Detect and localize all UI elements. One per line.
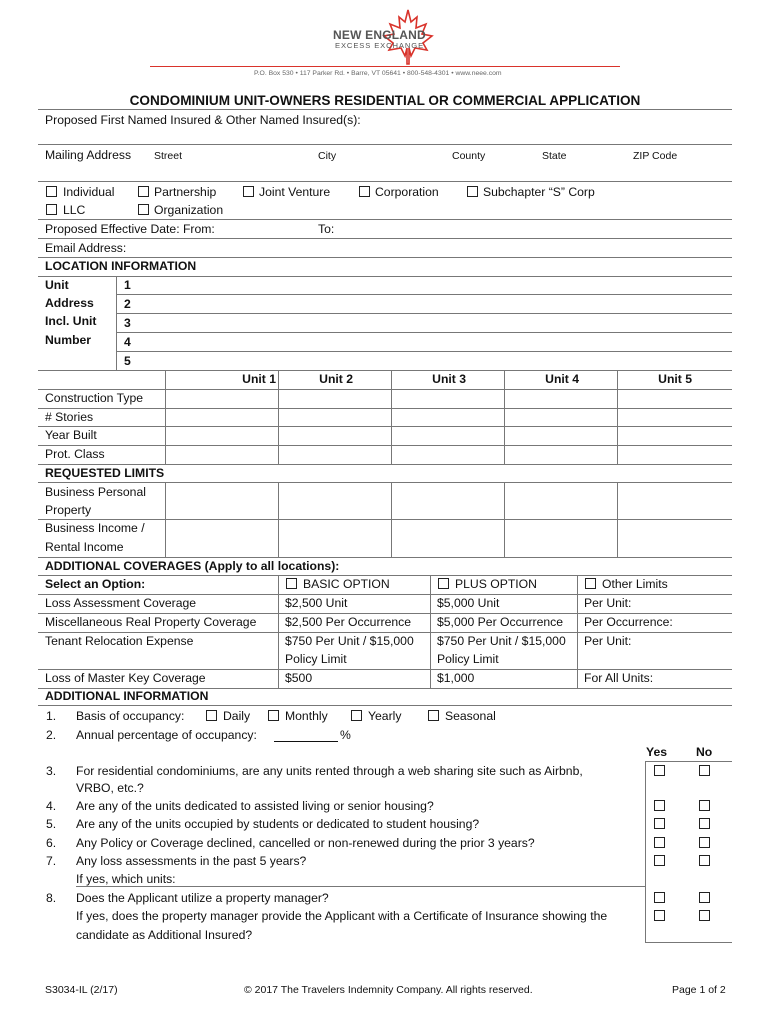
- bpp-label-line1: Business Personal: [45, 485, 146, 499]
- q8-text-2: If yes, does the property manager provide the Applicant with a Certificate of Insurance showing the: [76, 909, 608, 923]
- q7-followup: If yes, which units:: [76, 872, 176, 886]
- q3-text: For residential condominiums, are any units rented through a web sharing site such as Airbnb,: [76, 764, 583, 778]
- limits-col-line: [617, 482, 618, 557]
- location-row-rule: [38, 370, 732, 371]
- q4-yes-checkbox[interactable]: [654, 800, 665, 811]
- q3-text-2: VRBO, etc.?: [76, 781, 144, 795]
- loss-assessment-label: Loss Assessment Coverage: [45, 596, 197, 610]
- construction-type-label: Construction Type: [45, 391, 144, 405]
- location-row-rule: [116, 313, 732, 314]
- partnership-checkbox[interactable]: [138, 186, 149, 197]
- misc-property-label: Miscellaneous Real Property Coverage: [45, 615, 257, 629]
- q3-yes-checkbox[interactable]: [654, 765, 665, 776]
- seasonal-checkbox[interactable]: [428, 710, 439, 721]
- coverages-rule: [38, 669, 732, 670]
- organization-label: Organization: [154, 203, 224, 217]
- select-option-label: Select an Option:: [45, 577, 146, 591]
- q2-text: Annual percentage of occupancy:: [76, 728, 257, 742]
- location-label-address: Address: [45, 296, 94, 310]
- q8-yes-checkbox[interactable]: [654, 892, 665, 903]
- q4-no-checkbox[interactable]: [699, 800, 710, 811]
- basic-master-value: $500: [285, 671, 313, 685]
- location-row-rule: [116, 294, 732, 295]
- unit-header-5: Unit 5: [658, 372, 692, 386]
- title-rule: [38, 109, 732, 110]
- q8-number: 8.: [46, 891, 57, 905]
- organization-checkbox[interactable]: [138, 204, 149, 215]
- prot-class-label: Prot. Class: [45, 447, 105, 461]
- street-label: Street: [154, 150, 183, 162]
- bpp-label-line2: Property: [45, 503, 92, 517]
- basic-misc-value: $2,500 Per Occurrence: [285, 615, 412, 629]
- grid-row-rule: [38, 445, 732, 446]
- q4-number: 4.: [46, 799, 57, 813]
- grid-row-rule: [38, 426, 732, 427]
- q3-number: 3.: [46, 764, 57, 778]
- q8-text-3: candidate as Additional Insured?: [76, 928, 253, 942]
- q8b-yes-checkbox[interactable]: [654, 910, 665, 921]
- effective-to-label: To:: [318, 222, 335, 236]
- q7-no-checkbox[interactable]: [699, 855, 710, 866]
- plus-option-label: PLUS OPTION: [455, 577, 537, 591]
- yes-no-divider: [645, 761, 646, 942]
- limits-col-line: [504, 482, 505, 557]
- logo-subtitle: EXCESS EXCHANGE: [335, 41, 425, 50]
- q8-no-checkbox[interactable]: [699, 892, 710, 903]
- location-label-incl: Incl. Unit: [45, 314, 97, 328]
- limits-rule: [38, 557, 732, 558]
- basic-option-label: BASIC OPTION: [303, 577, 390, 591]
- q2-number: 2.: [46, 728, 57, 742]
- location-number-5: 5: [124, 354, 131, 368]
- yearly-label: Yearly: [368, 709, 402, 723]
- page-title: CONDOMINIUM UNIT-OWNERS RESIDENTIAL OR COMMERCIAL APPLICATION: [129, 93, 641, 108]
- coverages-rule: [38, 594, 732, 595]
- location-heading: LOCATION INFORMATION: [45, 259, 197, 273]
- unit-header-3: Unit 3: [432, 372, 466, 386]
- limits-col-line: [165, 482, 166, 557]
- subchapter-label: Subchapter “S” Corp: [483, 185, 595, 199]
- location-number-1: 1: [124, 278, 131, 292]
- unit-header-4: Unit 4: [545, 372, 579, 386]
- location-number-2: 2: [124, 297, 131, 311]
- header-address: P.O. Box 530 • 117 Parker Rd. • Barre, VT 05641 • 800-548-4301 • www.neee.com: [254, 70, 502, 77]
- limits-rule: [38, 519, 732, 520]
- copyright: © 2017 The Travelers Indemnity Company. All rights reserved.: [244, 984, 533, 996]
- yearly-checkbox[interactable]: [351, 710, 362, 721]
- basic-loss-value: $2,500 Unit: [285, 596, 348, 610]
- other-limits-label: Other Limits: [602, 577, 668, 591]
- monthly-checkbox[interactable]: [268, 710, 279, 721]
- location-row-rule: [116, 332, 732, 333]
- other-limits-checkbox[interactable]: [585, 578, 596, 589]
- effective-date-label: Proposed Effective Date: From:: [45, 222, 215, 236]
- q6-yes-checkbox[interactable]: [654, 837, 665, 848]
- plus-misc-value: $5,000 Per Occurrence: [437, 615, 564, 629]
- state-label: State: [542, 150, 567, 162]
- bi-label-line1: Business Income /: [45, 521, 145, 535]
- email-rule: [38, 257, 732, 258]
- seasonal-label: Seasonal: [445, 709, 496, 723]
- location-number-3: 3: [124, 316, 131, 330]
- subchapter-checkbox[interactable]: [467, 186, 478, 197]
- occupancy-percent-field[interactable]: [274, 741, 338, 742]
- daily-label: Daily: [223, 709, 251, 723]
- stories-label: # Stories: [45, 410, 94, 424]
- q7-number: 7.: [46, 854, 57, 868]
- plus-master-value: $1,000: [437, 671, 475, 685]
- location-label-unit: Unit: [45, 278, 69, 292]
- individual-checkbox[interactable]: [46, 186, 57, 197]
- location-rule: [38, 276, 732, 277]
- q7-yes-checkbox[interactable]: [654, 855, 665, 866]
- q5-no-checkbox[interactable]: [699, 818, 710, 829]
- location-label-number: Number: [45, 333, 92, 347]
- joint-venture-checkbox[interactable]: [243, 186, 254, 197]
- q6-text: Any Policy or Coverage declined, cancelled or non-renewed during the prior 3 years?: [76, 836, 535, 850]
- q5-yes-checkbox[interactable]: [654, 818, 665, 829]
- monthly-label: Monthly: [285, 709, 328, 723]
- additional-heading: ADDITIONAL INFORMATION: [45, 689, 209, 703]
- no-header: No: [696, 745, 713, 759]
- joint-venture-label: Joint Venture: [259, 185, 331, 199]
- yes-header: Yes: [646, 745, 668, 759]
- plus-tenant-value: $750 Per Unit / $15,000: [437, 634, 566, 648]
- location-row-rule: [116, 351, 732, 352]
- limits-heading: REQUESTED LIMITS: [45, 466, 165, 480]
- grid-row-rule: [38, 408, 732, 409]
- limits-rule: [38, 482, 732, 483]
- unit-header-1: Unit 1: [242, 372, 276, 386]
- q5-number: 5.: [46, 817, 57, 831]
- coverages-rule: [38, 575, 732, 576]
- llc-label: LLC: [63, 203, 86, 217]
- partnership-label: Partnership: [154, 185, 217, 199]
- corporation-label: Corporation: [375, 185, 439, 199]
- bi-label-line2: Rental Income: [45, 540, 124, 554]
- county-label: County: [452, 150, 486, 162]
- plus-loss-value: $5,000 Unit: [437, 596, 500, 610]
- page-number: Page 1 of 2: [672, 984, 726, 996]
- corporation-checkbox[interactable]: [359, 186, 370, 197]
- grid-row-rule: [38, 464, 732, 465]
- q6-no-checkbox[interactable]: [699, 837, 710, 848]
- entity-rule: [38, 219, 732, 220]
- limits-col-line: [391, 482, 392, 557]
- master-key-label: Loss of Master Key Coverage: [45, 671, 206, 685]
- header-rule: [150, 66, 620, 67]
- q1-text: Basis of occupancy:: [76, 709, 185, 723]
- mailing-label: Mailing Address: [45, 148, 132, 162]
- insured-label: Proposed First Named Insured & Other Named Insured(s):: [45, 113, 361, 127]
- q7-text: Any loss assessments in the past 5 years?: [76, 854, 307, 868]
- email-label: Email Address:: [45, 241, 127, 255]
- other-tenant-value: Per Unit:: [584, 634, 632, 648]
- city-label: City: [318, 150, 337, 162]
- coverages-heading: ADDITIONAL COVERAGES (Apply to all locations):: [45, 559, 340, 573]
- mailing-rule: [38, 181, 732, 182]
- other-misc-value: Per Occurrence:: [584, 615, 673, 629]
- individual-label: Individual: [63, 185, 115, 199]
- unit-header-2: Unit 2: [319, 372, 353, 386]
- insured-rule: [38, 144, 732, 145]
- other-loss-value: Per Unit:: [584, 596, 632, 610]
- q1-number: 1.: [46, 709, 57, 723]
- q5-text: Are any of the units occupied by students or dedicated to student housing?: [76, 817, 480, 831]
- basic-option-checkbox[interactable]: [286, 578, 297, 589]
- additional-rule: [38, 705, 732, 706]
- coverages-rule: [38, 613, 732, 614]
- year-built-label: Year Built: [45, 428, 97, 442]
- other-master-value: For All Units:: [584, 671, 654, 685]
- form-number: S3034-IL (2/17): [45, 984, 118, 996]
- effective-rule: [38, 238, 732, 239]
- plus-tenant-value-2: Policy Limit: [437, 652, 499, 666]
- location-number-4: 4: [124, 335, 131, 349]
- yes-no-rule: [645, 761, 732, 762]
- daily-checkbox[interactable]: [206, 710, 217, 721]
- llc-checkbox[interactable]: [46, 204, 57, 215]
- tenant-relocation-label: Tenant Relocation Expense: [45, 634, 194, 648]
- coverages-rule: [38, 632, 732, 633]
- q3-no-checkbox[interactable]: [699, 765, 710, 776]
- logo-title: NEW ENGLAND: [333, 28, 426, 42]
- yes-no-rule: [645, 942, 732, 943]
- location-divider: [116, 276, 117, 370]
- q7-answer-line[interactable]: [76, 886, 645, 887]
- plus-option-checkbox[interactable]: [438, 578, 449, 589]
- unit-header-rule: [38, 389, 732, 390]
- q2-percent: %: [340, 728, 351, 742]
- q8-text: Does the Applicant utilize a property manager?: [76, 891, 329, 905]
- basic-tenant-value: $750 Per Unit / $15,000: [285, 634, 414, 648]
- q8b-no-checkbox[interactable]: [699, 910, 710, 921]
- q4-text: Are any of the units dedicated to assisted living or senior housing?: [76, 799, 434, 813]
- basic-tenant-value-2: Policy Limit: [285, 652, 347, 666]
- q6-number: 6.: [46, 836, 57, 850]
- limits-col-line: [278, 482, 279, 557]
- zip-label: ZIP Code: [633, 150, 678, 162]
